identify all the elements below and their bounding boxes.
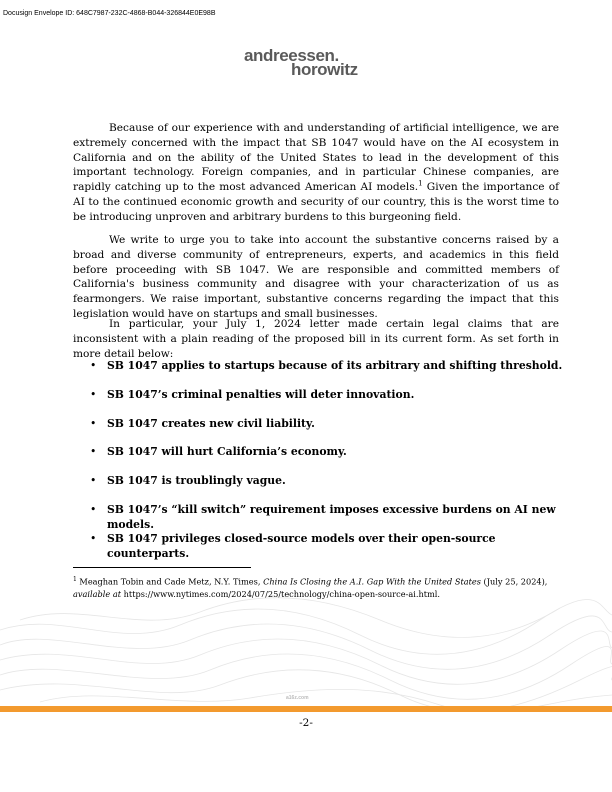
bullet-icon: • — [90, 359, 97, 372]
bullet-icon: • — [90, 445, 97, 459]
bullet-icon: • — [90, 531, 97, 545]
logo-line-2: horowitz — [291, 60, 358, 79]
footnote-reference: 1 — [418, 179, 423, 188]
logo-line-1: andreessen. — [244, 46, 339, 65]
concerns-list — [73, 358, 573, 560]
list-item: • SB 1047 creates new civil liability. — [90, 416, 315, 430]
list-item: • SB 1047 privileges closed-source models over their open-source counterparts. — [90, 531, 496, 560]
footnote-url[interactable]: https://www.nytimes.com/2024/07/25/technology/china-open-source-ai.html. — [121, 588, 441, 599]
footer-accent-bar — [0, 706, 612, 712]
a16z-logo — [244, 46, 374, 80]
page-number: -2- — [299, 717, 313, 729]
footnote-divider — [73, 567, 251, 568]
paragraph-2 — [73, 233, 559, 322]
paragraph-3-text: In particular, your July 1, 2024 letter made certain legal claims that are inconsistent with a plain reading of the proposed bill in its current form. As set forth in more detail below: — [73, 318, 559, 360]
bullet-icon: • — [90, 474, 97, 488]
list-item: • SB 1047 is troublingly vague. — [90, 474, 286, 488]
footer-domain: a16z.com — [286, 695, 309, 701]
list-item: • SB 1047 will hurt California’s economy. — [90, 445, 347, 459]
footnote-number: 1 — [73, 576, 77, 583]
bullet-icon: • — [90, 387, 97, 401]
docusign-envelope-id: Docusign Envelope ID: 648C7987-232C-4868-B044-326844E0E98B — [3, 10, 216, 17]
article-title: China Is Closing the A.I. Gap With the United States — [263, 576, 481, 587]
footnote: $^1$ Meaghan Tobin and Cade Metz, N.Y. Times, China Is Closing the A.I. Gap With the United States (July 25, 2024), available at https://www.nytimes.com/2024/07/25/technology/china-open-source-ai.html. — [73, 576, 548, 599]
bullet-icon: • — [90, 416, 97, 430]
list-item: • SB 1047’s “kill switch” requirement imposes excessive burdens on AI new models. — [90, 502, 556, 531]
paragraph-2-text: We write to urge you to take into account the substantive concerns raised by a broad and diverse community of entrepreneurs, experts, and academics in this field before proceeding with SB 1047. We are responsible and committed members of California's business community and disagree with your characterization of us as fearmongers. We raise important, substantive concerns regarding the impact that this legislation would have on startups and small businesses. — [73, 234, 559, 320]
paragraph-1-text: Because of our experience with and understanding of artificial intelligence, we are extremely concerned with the impact that SB 1047 would have on the AI ecosystem in California and on the ability of the United States to lead in the development of this important technology. Foreign companies, and in particular Chinese companies, are rapidly catching up to the most advanced American AI models. — [73, 122, 559, 194]
paragraph-1 — [73, 121, 559, 225]
paragraph-3 — [73, 317, 559, 361]
bullet-icon: • — [90, 502, 97, 516]
topographic-background — [0, 590, 612, 710]
paragraph-1-text-after: Given the importance of AI to the continued economic growth and security of our country, this is the worst time to be introducing unproven and arbitrary burdens to this burgeoning field. — [73, 181, 559, 223]
list-item: • SB 1047 applies to startups because of its arbitrary and shifting threshold. — [90, 359, 563, 372]
list-item: • SB 1047’s criminal penalties will deter innovation. — [90, 387, 415, 401]
